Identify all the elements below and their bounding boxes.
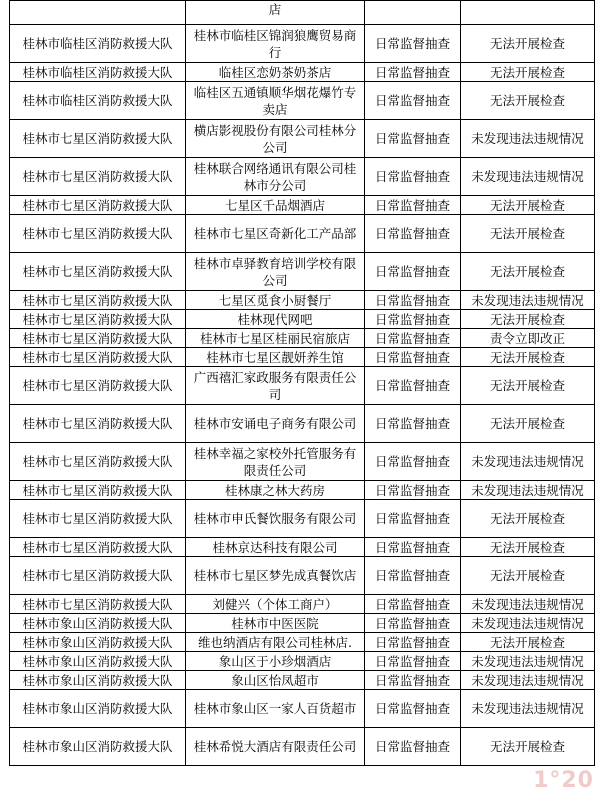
unit-cell: 桂林市七星区消防救援大队: [10, 557, 186, 595]
place-cell: 桂林联合网络通讯有限公司桂林市分公司: [186, 158, 365, 196]
unit-cell: 桂林市象山区消防救援大队: [10, 633, 186, 652]
result-cell: 无法开展检查: [461, 728, 595, 766]
place-cell: 桂林希悦大酒店有限责任公司: [186, 728, 365, 766]
result-cell: 无法开展检查: [461, 405, 595, 443]
method-cell: 日常监督抽查: [365, 25, 461, 63]
place-cell: 桂林市安诵电子商务有限公司: [186, 405, 365, 443]
place-cell: 象山区于小珍烟酒店: [186, 652, 365, 671]
table-row: [10, 329, 595, 348]
method-cell: 日常监督抽查: [365, 614, 461, 633]
method-cell: 日常监督抽查: [365, 595, 461, 614]
result-cell: [461, 1, 595, 25]
table-row: [10, 443, 595, 481]
place-cell: 七星区觅食小厨餐厅: [186, 291, 365, 310]
method-cell: 日常监督抽查: [365, 557, 461, 595]
result-cell: 无法开展检查: [461, 500, 595, 538]
place-cell: 桂林市七星区桂丽民宿旅店: [186, 329, 365, 348]
place-cell: 桂林市卓驿教育培训学校有限公司: [186, 253, 365, 291]
table-row: [10, 82, 595, 120]
method-cell: 日常监督抽查: [365, 291, 461, 310]
unit-cell: 桂林市象山区消防救援大队: [10, 671, 186, 690]
table-row: [10, 652, 595, 671]
place-cell: 象山区怡凤超市: [186, 671, 365, 690]
place-cell: 维也纳酒店有限公司桂林店.: [186, 633, 365, 652]
table-row: [10, 595, 595, 614]
watermark-logo: 1°20: [533, 768, 594, 793]
result-cell: 无法开展检查: [461, 367, 595, 405]
table-row: [10, 291, 595, 310]
place-cell: 刘健兴（个体工商户）: [186, 595, 365, 614]
method-cell: 日常监督抽查: [365, 443, 461, 481]
table-row: [10, 500, 595, 538]
result-cell: 未发现违法违规情况: [461, 291, 595, 310]
table-row: [10, 348, 595, 367]
place-cell: 店: [186, 1, 365, 25]
place-cell: 桂林康之林大药房: [186, 481, 365, 500]
table-row: [10, 196, 595, 215]
place-cell: 桂林市七星区靓妍养生馆: [186, 348, 365, 367]
method-cell: 日常监督抽查: [365, 633, 461, 652]
unit-cell: 桂林市七星区消防救援大队: [10, 595, 186, 614]
unit-cell: 桂林市七星区消防救援大队: [10, 538, 186, 557]
method-cell: 日常监督抽查: [365, 652, 461, 671]
inspection-table: [9, 0, 595, 766]
unit-cell: 桂林市七星区消防救援大队: [10, 310, 186, 329]
unit-cell: 桂林市临桂区消防救援大队: [10, 63, 186, 82]
method-cell: [365, 1, 461, 25]
method-cell: 日常监督抽查: [365, 253, 461, 291]
inspection-table-body: [10, 1, 595, 766]
unit-cell: 桂林市象山区消防救援大队: [10, 614, 186, 633]
table-row: [10, 690, 595, 728]
table-row: [10, 120, 595, 158]
table-row: [10, 481, 595, 500]
place-cell: 七星区千品烟酒店: [186, 196, 365, 215]
place-cell: 桂林市七星区梦先成真餐饮店: [186, 557, 365, 595]
result-cell: 无法开展检查: [461, 63, 595, 82]
unit-cell: 桂林市七星区消防救援大队: [10, 291, 186, 310]
method-cell: 日常监督抽查: [365, 367, 461, 405]
place-cell: 桂林市象山区一家人百货超市: [186, 690, 365, 728]
table-row: [10, 215, 595, 253]
result-cell: 未发现违法违规情况: [461, 481, 595, 500]
result-cell: 无法开展检查: [461, 538, 595, 557]
place-cell: 临桂区五通镇顺华烟花爆竹专卖店: [186, 82, 365, 120]
unit-cell: 桂林市七星区消防救援大队: [10, 348, 186, 367]
method-cell: 日常监督抽查: [365, 82, 461, 120]
result-cell: 责令立即改正: [461, 329, 595, 348]
method-cell: 日常监督抽查: [365, 405, 461, 443]
unit-cell: 桂林市象山区消防救援大队: [10, 690, 186, 728]
unit-cell: [10, 1, 186, 25]
method-cell: 日常监督抽查: [365, 158, 461, 196]
result-cell: 未发现违法违规情况: [461, 614, 595, 633]
table-row: [10, 367, 595, 405]
method-cell: 日常监督抽查: [365, 481, 461, 500]
inspection-table-sheet: [9, 0, 595, 766]
result-cell: 无法开展检查: [461, 557, 595, 595]
unit-cell: 桂林市七星区消防救援大队: [10, 481, 186, 500]
method-cell: 日常监督抽查: [365, 728, 461, 766]
method-cell: 日常监督抽查: [365, 500, 461, 538]
table-row: [10, 557, 595, 595]
result-cell: 无法开展检查: [461, 215, 595, 253]
place-cell: 桂林市中医医院: [186, 614, 365, 633]
table-row: [10, 253, 595, 291]
unit-cell: 桂林市七星区消防救援大队: [10, 500, 186, 538]
unit-cell: 桂林市七星区消防救援大队: [10, 405, 186, 443]
result-cell: 未发现违法违规情况: [461, 120, 595, 158]
table-row: [10, 671, 595, 690]
method-cell: 日常监督抽查: [365, 120, 461, 158]
unit-cell: 桂林市七星区消防救援大队: [10, 329, 186, 348]
unit-cell: 桂林市七星区消防救援大队: [10, 215, 186, 253]
table-row: [10, 614, 595, 633]
place-cell: 桂林市七星区奇新化工产品部: [186, 215, 365, 253]
unit-cell: 桂林市象山区消防救援大队: [10, 652, 186, 671]
result-cell: 未发现违法违规情况: [461, 690, 595, 728]
method-cell: 日常监督抽查: [365, 671, 461, 690]
method-cell: 日常监督抽查: [365, 215, 461, 253]
unit-cell: 桂林市七星区消防救援大队: [10, 253, 186, 291]
result-cell: 未发现违法违规情况: [461, 652, 595, 671]
unit-cell: 桂林市七星区消防救援大队: [10, 443, 186, 481]
method-cell: 日常监督抽查: [365, 196, 461, 215]
unit-cell: 桂林市七星区消防救援大队: [10, 158, 186, 196]
method-cell: 日常监督抽查: [365, 329, 461, 348]
place-cell: 临桂区恋奶茶奶茶店: [186, 63, 365, 82]
place-cell: 广西禧汇家政服务有限责任公司: [186, 367, 365, 405]
place-cell: 桂林幸福之家校外托管服务有限责任公司: [186, 443, 365, 481]
unit-cell: 桂林市临桂区消防救援大队: [10, 25, 186, 63]
unit-cell: 桂林市临桂区消防救援大队: [10, 82, 186, 120]
place-cell: 桂林市申氏餐饮服务有限公司: [186, 500, 365, 538]
method-cell: 日常监督抽查: [365, 690, 461, 728]
result-cell: 未发现违法违规情况: [461, 595, 595, 614]
place-cell: 桂林京达科技有限公司: [186, 538, 365, 557]
result-cell: 无法开展检查: [461, 310, 595, 329]
result-cell: 未发现违法违规情况: [461, 158, 595, 196]
table-row: [10, 538, 595, 557]
table-row: [10, 405, 595, 443]
place-cell: 桂林现代网吧: [186, 310, 365, 329]
method-cell: 日常监督抽查: [365, 538, 461, 557]
table-row: [10, 633, 595, 652]
table-row: [10, 1, 595, 25]
result-cell: 无法开展检查: [461, 348, 595, 367]
result-cell: 无法开展检查: [461, 253, 595, 291]
unit-cell: 桂林市七星区消防救援大队: [10, 196, 186, 215]
table-row: [10, 158, 595, 196]
method-cell: 日常监督抽查: [365, 310, 461, 329]
unit-cell: 桂林市七星区消防救援大队: [10, 367, 186, 405]
result-cell: 无法开展检查: [461, 196, 595, 215]
place-cell: 横店影视股份有限公司桂林分公司: [186, 120, 365, 158]
place-cell: 桂林市临桂区锦润狼鹰贸易商行: [186, 25, 365, 63]
table-row: [10, 25, 595, 63]
method-cell: 日常监督抽查: [365, 63, 461, 82]
table-row: [10, 63, 595, 82]
method-cell: 日常监督抽查: [365, 348, 461, 367]
result-cell: 未发现违法违规情况: [461, 671, 595, 690]
result-cell: 无法开展检查: [461, 633, 595, 652]
table-row: [10, 728, 595, 766]
unit-cell: 桂林市七星区消防救援大队: [10, 120, 186, 158]
result-cell: 未发现违法违规情况: [461, 443, 595, 481]
table-row: [10, 310, 595, 329]
result-cell: 无法开展检查: [461, 82, 595, 120]
result-cell: 无法开展检查: [461, 25, 595, 63]
unit-cell: 桂林市象山区消防救援大队: [10, 728, 186, 766]
